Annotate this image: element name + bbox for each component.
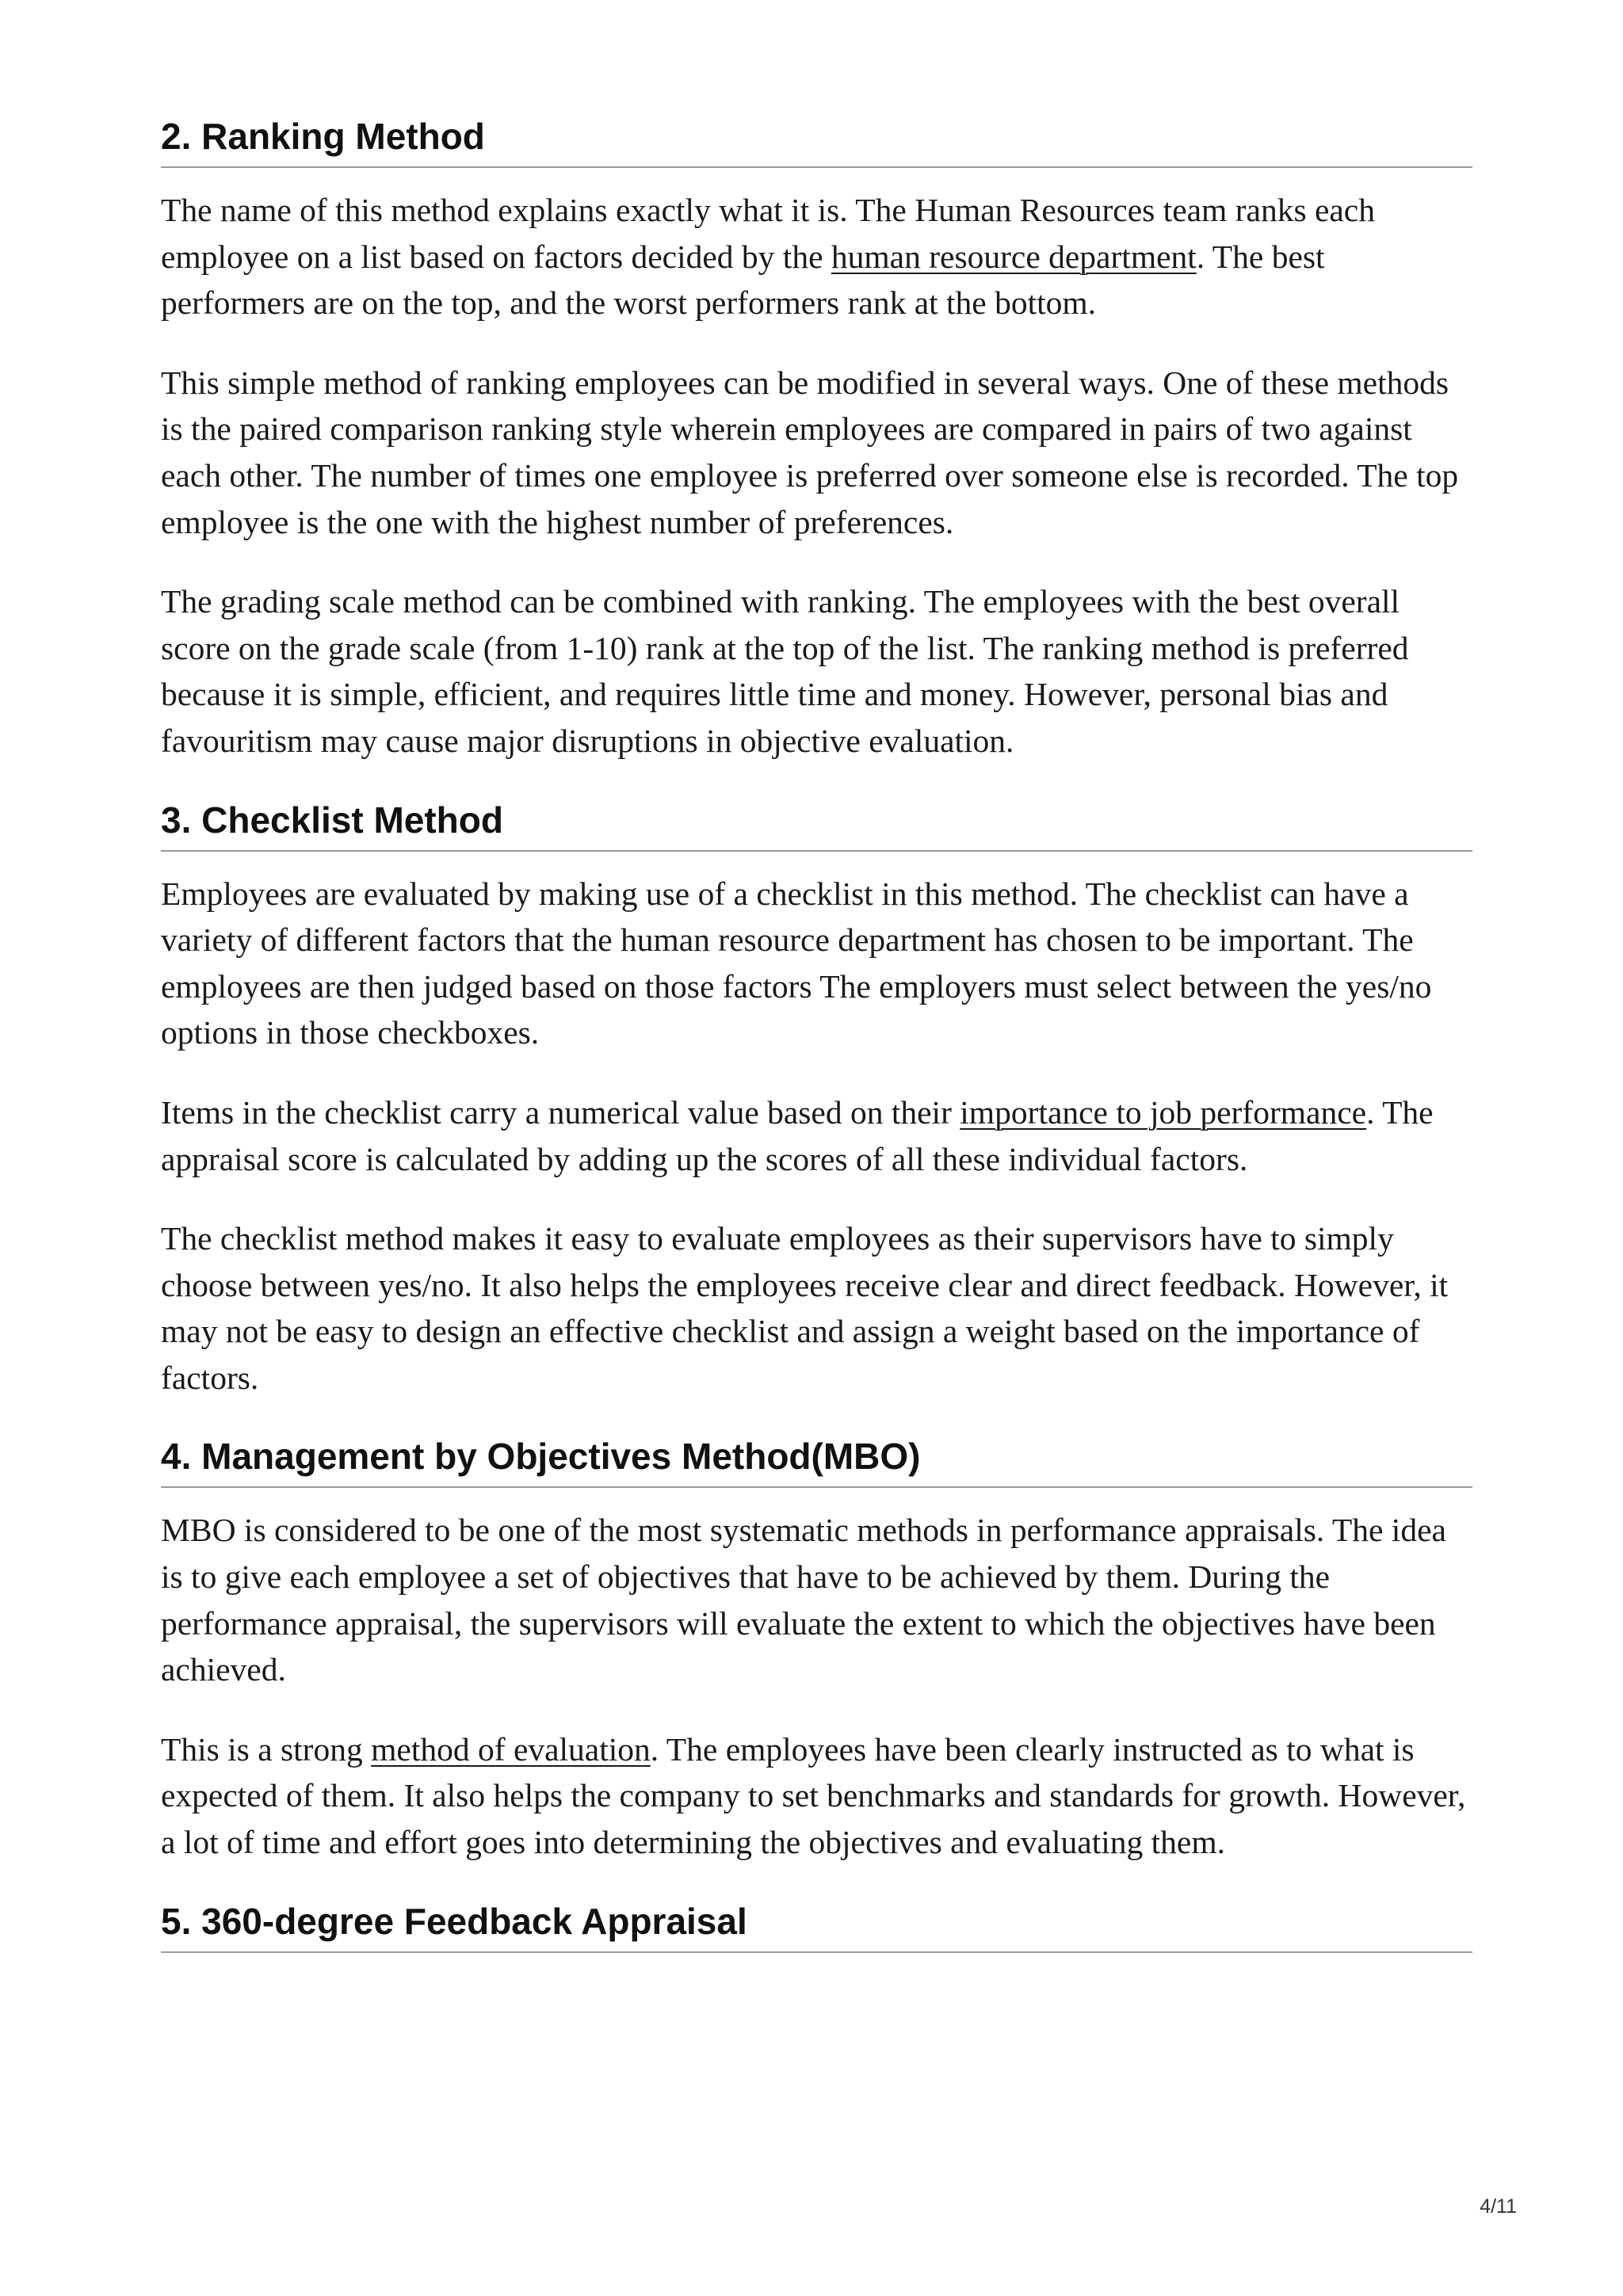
paragraph-text: Items in the checklist carry a numerical value based on their [161,1093,960,1131]
section-checklist-method [161,798,1472,1402]
section-ranking-method [161,114,1472,765]
paragraph-text: . The best performers are on the top, and the worst performers rank at the bottom. [161,238,1325,322]
paragraph-text: The name of this method explains exactly what it is. The Human Resources team ranks each employee on a list based on factors decided by the [161,192,1375,275]
paragraph-text: . The appraisal score is calculated by adding up the scores of all these individual factors. [161,1093,1434,1177]
paragraph-text: . The employees have been clearly instructed as to what is expected of them. It also helps the company to set benchmarks and standards for growth. However, a lot of time and effort goes into determining the objectives and evaluating them. [161,1730,1466,1861]
paragraph [161,1089,1472,1182]
paragraph: The checklist method makes it easy to evaluate employees as their supervisors have to simply choose between yes/no. It also helps the employees receive clear and direct feedback. However, it may not be easy to design an effective checklist and assign a weight based on the importance of factors. [161,1220,1449,1396]
page-number: 4/11 [1480,2195,1517,2218]
paragraph: MBO is considered to be one of the most systematic methods in performance appraisals. The idea is to give each employee a set of objectives that have to be achieved by them. During the performance appraisal, the supervisors will evaluate the extent to which the objectives have been achieved. [161,1512,1446,1688]
human-resource-department-link[interactable]: human resource department [831,238,1197,275]
section-heading: 5. 360-degree Feedback Appraisal [161,1899,1472,1953]
section-heading: 4. Management by Objectives Method(MBO) [161,1434,1472,1488]
section-360-feedback [161,1899,1472,1953]
paragraph: The grading scale method can be combined with ranking. The employees with the best overall score on the grade scale (from 1-10) rank at the top of the list. The ranking method is preferred because it is simple, efficient, and requires little time and money. However, personal bias and favouritism may cause major disruptions in objective evaluation. [161,583,1409,759]
section-mbo-method [161,1434,1472,1865]
method-of-evaluation-link[interactable]: method of evaluation [371,1730,651,1768]
importance-to-job-performance-link[interactable]: importance to job performance [960,1093,1367,1131]
paragraph-text: This is a strong [161,1730,372,1768]
document-page [161,0,1472,1953]
paragraph [161,1726,1472,1866]
section-heading: 3. Checklist Method [161,798,1472,852]
paragraph: This simple method of ranking employees can be modified in several ways. One of these methods is the paired comparison ranking style wherein employees are compared in pairs of two against each other. The number of times one employee is preferred over someone else is recorded. The top employee is the one with the highest number of preferences. [161,364,1459,540]
paragraph [161,187,1472,326]
paragraph: Employees are evaluated by making use of a checklist in this method. The checklist can have a variety of different factors that the human resource department has chosen to be important. The employees are then judged based on those factors The employers must select between the yes/no options in those checkboxes. [161,875,1432,1051]
section-heading: 2. Ranking Method [161,114,1472,168]
